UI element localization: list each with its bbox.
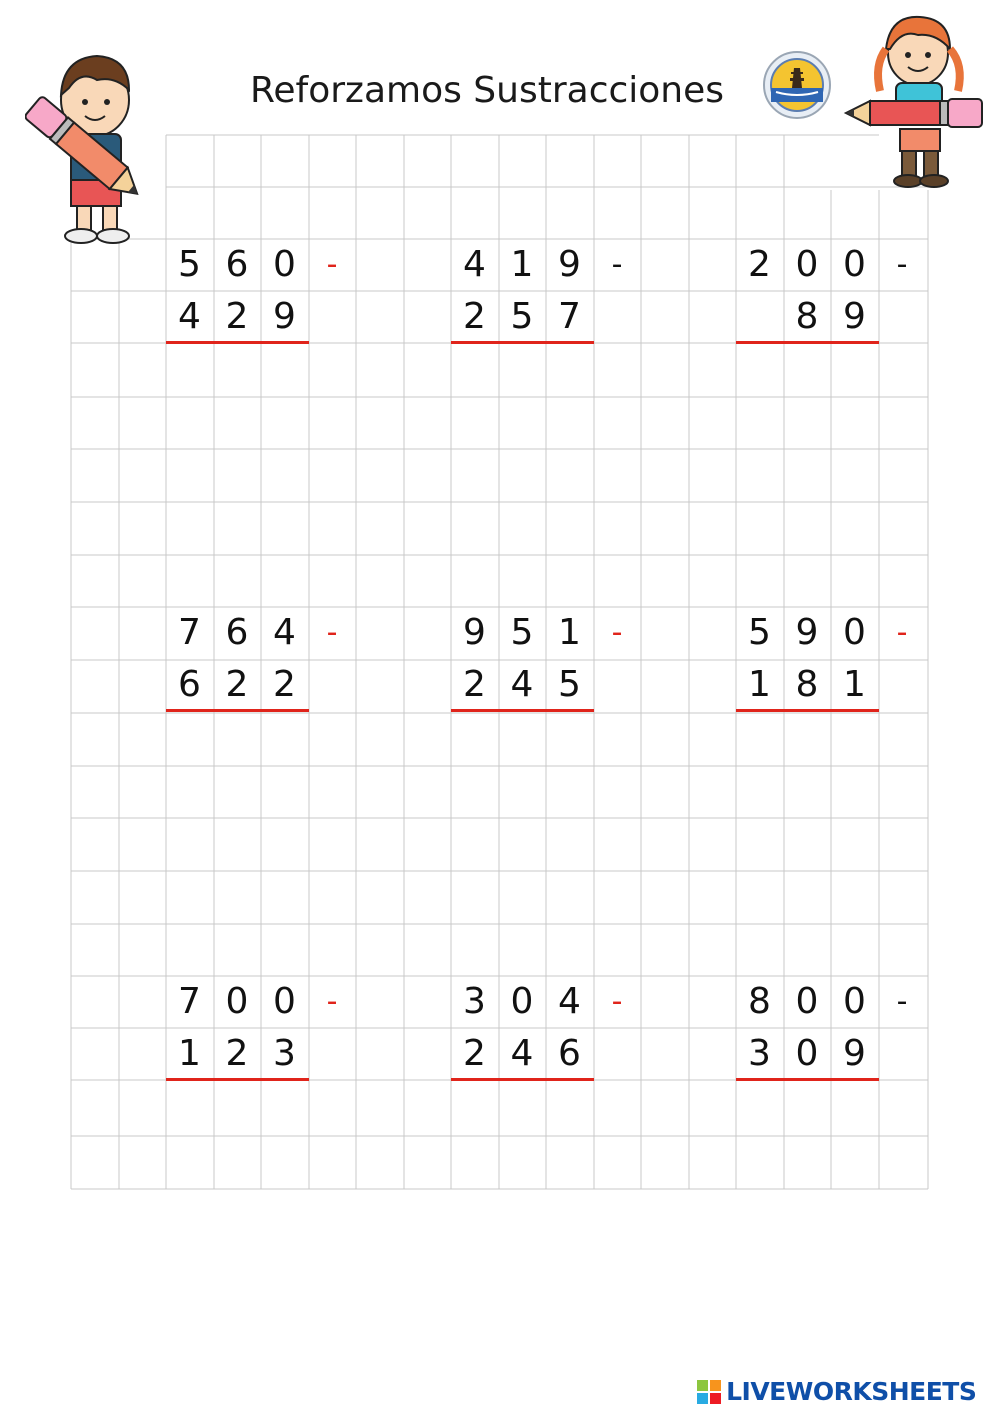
minus-sign: -: [896, 615, 908, 650]
minuend-digit: 0: [843, 244, 866, 285]
subtrahend-digit: 4: [510, 1033, 534, 1074]
answer-underline: [166, 709, 309, 712]
subtrahend-digit: 8: [795, 664, 819, 705]
subtrahend-digit: 0: [795, 1033, 819, 1074]
subtrahend-digit: 2: [225, 296, 249, 337]
subtrahend-digit: 2: [273, 664, 296, 705]
minuend-digit: 5: [178, 244, 201, 285]
subtrahend-digit: 8: [795, 296, 819, 337]
subtrahend-digit: 5: [558, 664, 581, 705]
liveworksheets-logo-icon: [697, 1380, 721, 1404]
subtrahend-digit: 2: [225, 1033, 249, 1074]
footer-brand: [697, 1377, 976, 1407]
subtrahend-digit: 2: [463, 296, 486, 337]
subtrahend-digit: 1: [178, 1033, 201, 1074]
answer-underline: [736, 341, 879, 344]
answer-underline: [451, 341, 594, 344]
subtrahend-digit: 7: [558, 296, 581, 337]
subtrahend-digit: 9: [843, 296, 866, 337]
minus-sign: -: [611, 247, 623, 282]
minus-sign: -: [326, 615, 338, 650]
subtrahend-digit: 9: [273, 296, 296, 337]
minuend-digit: 0: [795, 244, 819, 285]
minuend-digit: 5: [748, 612, 771, 653]
subtrahend-digit: 2: [225, 664, 249, 705]
minuend-digit: 4: [463, 244, 486, 285]
minuend-digit: 9: [558, 244, 581, 285]
minus-sign: -: [611, 615, 623, 650]
minuend-digit: 0: [843, 981, 866, 1022]
subtrahend-digit: 3: [748, 1033, 771, 1074]
minuend-digit: 1: [510, 244, 534, 285]
minus-sign: -: [896, 984, 908, 1019]
subtrahend-digit: 1: [843, 664, 866, 705]
minuend-digit: 9: [463, 612, 486, 653]
minuend-digit: 6: [225, 612, 249, 653]
answer-underline: [451, 709, 594, 712]
answer-underline: [451, 1078, 594, 1081]
school-logo: [762, 50, 832, 120]
minuend-digit: 0: [273, 981, 296, 1022]
page-title: Reforzamos Sustracciones: [250, 70, 725, 111]
girl-with-pencil-illustration: [840, 5, 990, 195]
subtrahend-digit: 5: [510, 296, 534, 337]
minuend-digit: 7: [178, 612, 201, 653]
minuend-digit: 7: [178, 981, 201, 1022]
minuend-digit: 9: [795, 612, 819, 653]
minuend-digit: 8: [748, 981, 771, 1022]
minuend-digit: 5: [510, 612, 534, 653]
minuend-digit: 3: [463, 981, 486, 1022]
minuend-digit: 0: [225, 981, 249, 1022]
subtrahend-digit: 3: [273, 1033, 296, 1074]
subtrahend-digit: [736, 291, 783, 343]
answer-underline: [166, 1078, 309, 1081]
minuend-digit: 0: [843, 612, 866, 653]
minus-sign: -: [611, 984, 623, 1019]
subtrahend-digit: 4: [510, 664, 534, 705]
subtrahend-digit: 6: [558, 1033, 581, 1074]
subtrahend-digit: 1: [748, 664, 771, 705]
footer-brand-text: LIVEWORKSHEETS: [726, 1377, 977, 1406]
minuend-digit: 1: [558, 612, 581, 653]
minuend-digit: 0: [795, 981, 819, 1022]
answer-underline: [166, 341, 309, 344]
boy-with-pencil-illustration: [25, 40, 165, 245]
minuend-digit: 0: [510, 981, 534, 1022]
minus-sign: -: [896, 247, 908, 282]
answer-underline: [736, 1078, 879, 1081]
minuend-digit: 4: [273, 612, 296, 653]
subtrahend-digit: 4: [178, 296, 201, 337]
minus-sign: -: [326, 247, 338, 282]
subtrahend-digit: 2: [463, 664, 486, 705]
minuend-digit: 0: [273, 244, 296, 285]
subtrahend-digit: 6: [178, 664, 201, 705]
minuend-digit: 4: [558, 981, 581, 1022]
minus-sign: -: [326, 984, 338, 1019]
subtrahend-digit: 9: [843, 1033, 866, 1074]
subtrahend-digit: 2: [463, 1033, 486, 1074]
minuend-digit: 6: [225, 244, 249, 285]
answer-underline: [736, 709, 879, 712]
minuend-digit: 2: [748, 244, 771, 285]
